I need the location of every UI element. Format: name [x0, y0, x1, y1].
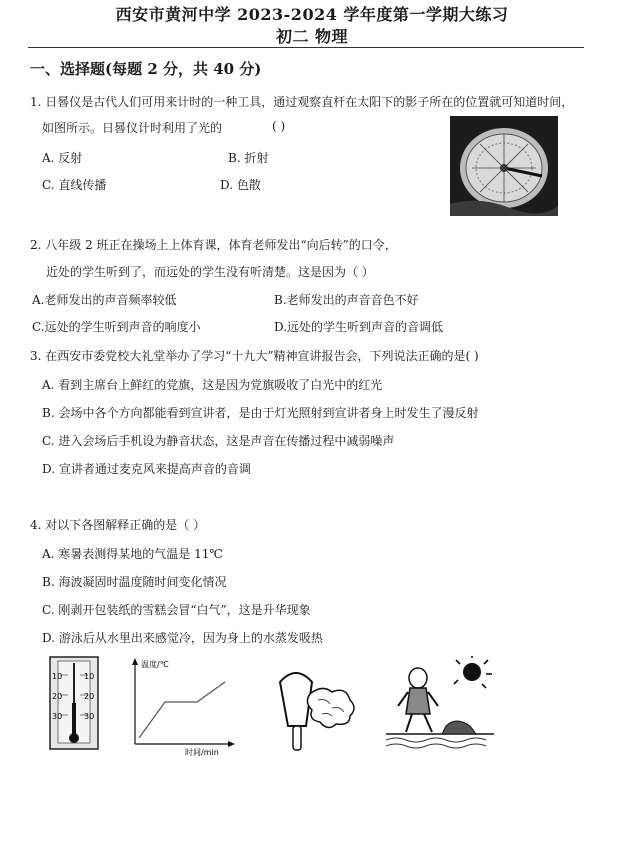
q2-line1: 2. 八年级 2 班正在操场上上体育课，体育老师发出“向后转”的口令， — [30, 238, 397, 252]
exam-subtitle: 初二 物理 — [275, 27, 349, 46]
q4-option-c: C. 刚剥开包装纸的雪糕会冒“白气”，这是升华现象 — [42, 603, 311, 617]
section-heading: 一、选择题(每题 2 分，共 40 分) — [30, 60, 262, 78]
q2-line2: 近处的学生听到了，而远处的学生没有听清楚。这是因为（ ） — [46, 265, 374, 279]
thermo-tick-right-2: 20 — [84, 692, 95, 701]
exam-title: 西安市黄河中学 2023-2024 学年度第一学期大练习 — [115, 5, 509, 24]
q1-line1: 1. 日晷仪是古代人们可用来计时的一种工具，通过观察直杆在太阳下的影子所在的位置就可知道时间， — [30, 95, 574, 109]
q1-option-d: D. 色散 — [220, 178, 261, 192]
q1-option-a: A. 反射 — [42, 151, 83, 165]
q1-bracket: ( ) — [272, 119, 286, 133]
q1-option-b: B. 折射 — [228, 151, 269, 165]
thermo-tick-left-2: 20 — [52, 692, 63, 701]
q4-option-b: B. 海波凝固时温度随时间变化情况 — [42, 575, 227, 589]
swimmer-figure — [386, 656, 494, 752]
thermo-tick-left-1: 10 — [52, 672, 63, 681]
q2-option-b: B.老师发出的声音音色不好 — [274, 293, 419, 307]
thermo-tick-right-1: 10 — [84, 672, 95, 681]
q1-option-c: C. 直线传播 — [42, 178, 107, 192]
graph-y-label: 温度/℃ — [141, 660, 169, 669]
q2-option-d: D.远处的学生听到声音的音调低 — [274, 320, 444, 334]
thermo-tick-right-3: 30 — [84, 712, 95, 721]
q3-line1: 3. 在西安市委党校大礼堂举办了学习“十九大”精神宣讲报告会，下列说法正确的是( ) — [30, 349, 479, 363]
q1-line2: 如图所示。日晷仪计时利用了光的 — [42, 121, 223, 135]
ice-lolly-figure — [266, 664, 358, 754]
sundial-image — [450, 116, 558, 216]
q3-option-a: A. 看到主席台上鲜红的党旗，这是因为党旗吸收了白光中的红光 — [42, 378, 383, 392]
temperature-graph — [125, 656, 237, 758]
q3-option-c: C. 进入会场后手机设为静音状态，这是声音在传播过程中减弱噪声 — [42, 434, 395, 448]
q2-option-c: C.远处的学生听到声音的响度小 — [32, 320, 201, 334]
q2-option-a: A.老师发出的声音频率较低 — [32, 293, 177, 307]
q3-option-d: D. 宣讲者通过麦克风来提高声音的音调 — [42, 462, 251, 476]
thermometer-figure — [46, 655, 106, 755]
q4-line1: 4. 对以下各图解释正确的是（ ） — [30, 518, 206, 532]
header-divider — [28, 47, 584, 48]
graph-x-label: 时间/min — [185, 748, 219, 757]
q4-option-a: A. 寒暑表测得某地的气温是 11℃ — [42, 547, 223, 561]
thermo-tick-left-3: 30 — [52, 712, 63, 721]
q3-option-b: B. 会场中各个方向都能看到宣讲者，是由于灯光照射到宣讲者身上时发生了漫反射 — [42, 406, 479, 420]
q4-option-d: D. 游泳后从水里出来感觉冷，因为身上的水蒸发吸热 — [42, 631, 323, 645]
